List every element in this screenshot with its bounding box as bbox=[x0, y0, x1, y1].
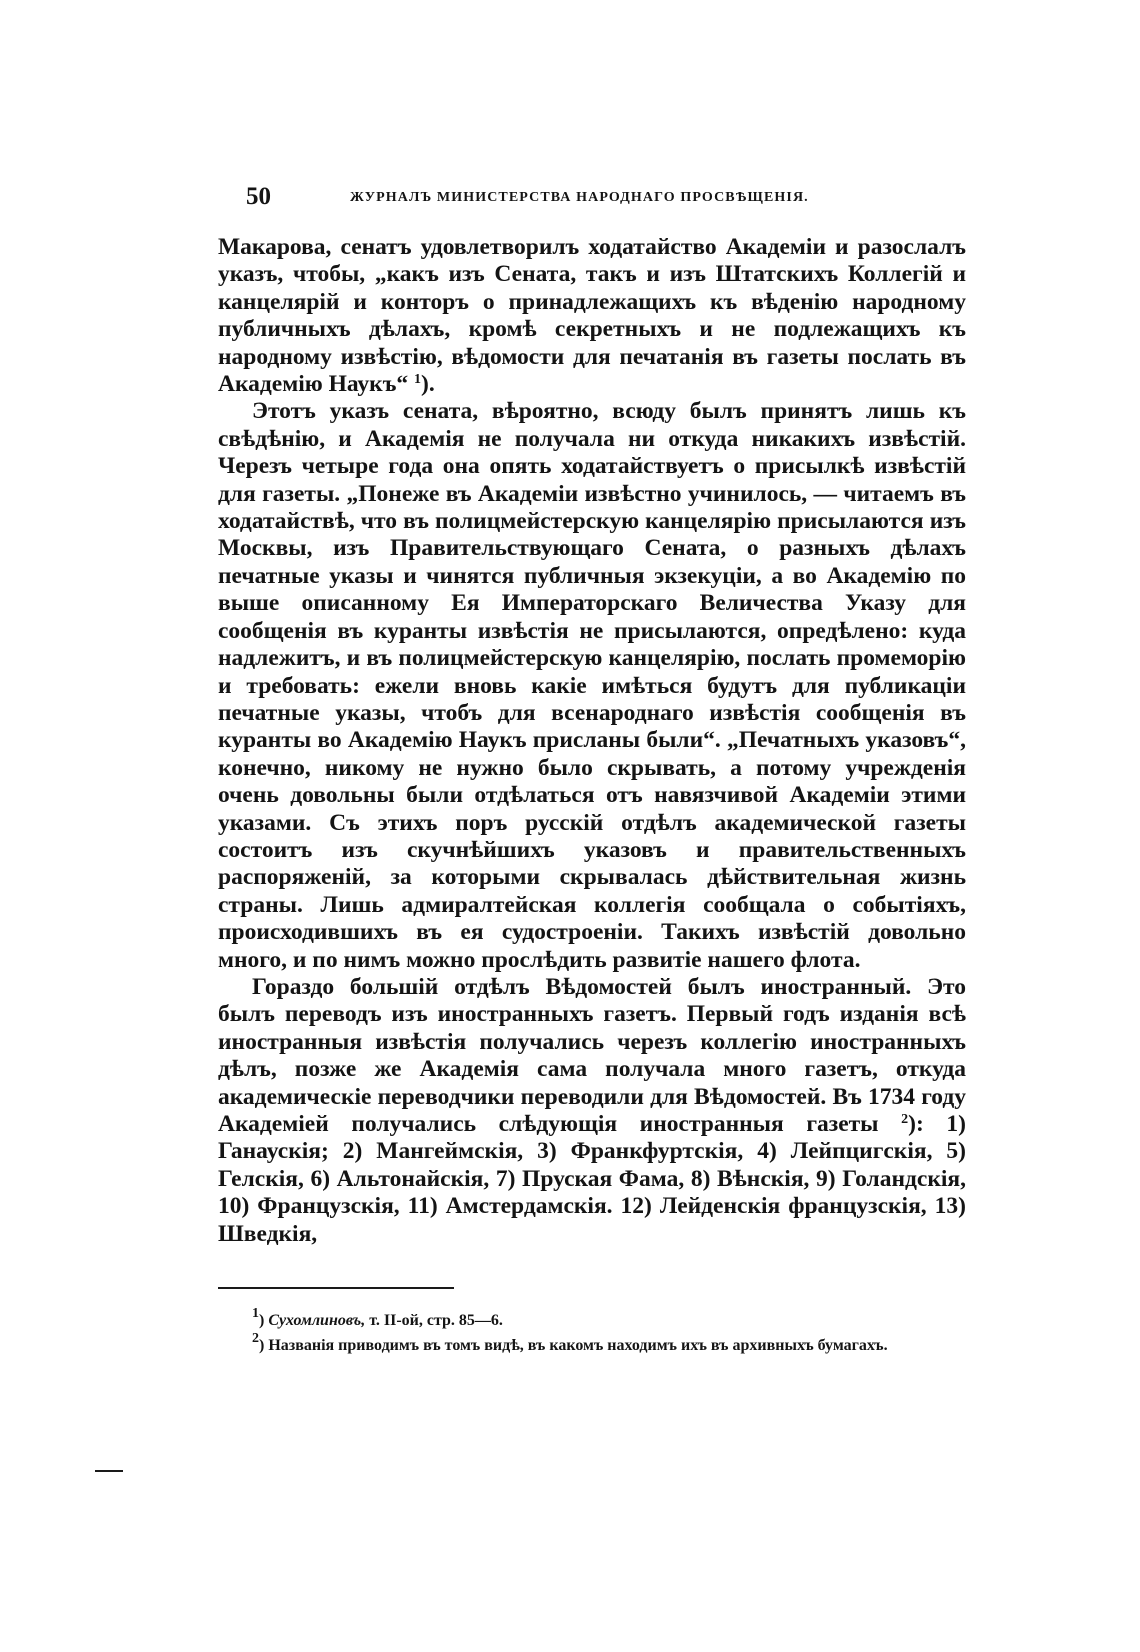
page-number: 50 bbox=[246, 183, 271, 210]
paragraph-text: Макарова, сенатъ удовлетворилъ ходатайство Академіи и разослалъ указъ, чтобы, „какъ изъ Сената, такъ и изъ Штатскихъ Коллегій и канцелярій и конторъ о принадлежащихъ къ вѣденію народному публичныхъ дѣлахъ, кромѣ секретныхъ и не подлежащихъ къ народному извѣстію, вѣдомости для печатанія въ газеты послать въ Академію Наукъ“ bbox=[218, 234, 966, 398]
paragraph-text: ): 1) Ганаускія; 2) Мангеймскія, 3) Франкфуртскія, 4) Лейпцигскія, 5) Гелскія, 6) Альтонайскія, 7) Пруская Фама, 8) Вѣнскія, 9) Голандскія, 10) Французскія, 11) Амстердамскія. 12) Лейденскія французскія, 13) Шведкія, bbox=[218, 1111, 966, 1247]
running-title: ЖУРНАЛЪ МИНИСТЕРСТВА НАРОДНАГО ПРОСВѢЩЕНІЯ. bbox=[350, 190, 809, 205]
paragraph-text: Гораздо большій отдѣлъ Вѣдомостей былъ иностранный. Это былъ переводъ изъ иностранныхъ газетъ. Первый годъ изданія всѣ иностранныя извѣстія получались черезъ коллегію иностранныхъ дѣлъ, позже же Академія сама получала много газетъ, откуда академическіе переводчики переводили для Вѣдомостей. Въ 1734 году Академіей получались слѣдующія иностранныя газеты bbox=[218, 973, 966, 1137]
footnote-reference: 1 bbox=[414, 372, 422, 388]
footnote-reference: 2 bbox=[901, 1112, 909, 1127]
margin-mark bbox=[95, 1470, 123, 1472]
footnote: $^1$) Сухомлиновъ, т. II-ой, стр. 85—6. bbox=[252, 1306, 503, 1329]
footnote-text: Названія приводимъ въ томъ видѣ, въ какомъ находимъ ихъ въ архивныхъ бумагахъ. bbox=[264, 1337, 888, 1354]
footnote-divider bbox=[218, 1287, 454, 1289]
footnotes bbox=[218, 1308, 966, 1358]
footnote: $^2$) Названія приводимъ въ томъ видѣ, въ какомъ находимъ ихъ въ архивныхъ бумагахъ. bbox=[252, 1331, 888, 1354]
footnote-mark: 2 bbox=[252, 1331, 259, 1346]
footnote-mark: 1 bbox=[252, 1306, 259, 1321]
paragraph bbox=[218, 974, 966, 1248]
paragraph-text: ). bbox=[421, 371, 435, 398]
main-text bbox=[218, 234, 966, 1248]
paragraph bbox=[218, 234, 966, 398]
paragraph: Этотъ указъ сената, вѣроятно, всюду былъ принятъ лишь къ свѣдѣнію, и Академія не получала ни откуда никакихъ извѣстій. Черезъ четыре года она опять ходатайствуетъ о присылкѣ извѣстій для газеты. „Понеже въ Академіи извѣстно учинилось, — читаемъ въ ходатайствѣ, что въ полицмейстерскую канцелярію присылаются изъ Москвы, изъ Правительствующаго Сената, о разныхъ дѣлахъ печатные указы и чинятся публичныя экзекуціи, а во Академію по выше описанному Ея Императорскаго Величества Указу для сообщенія въ куранты извѣстія не присылаются, опредѣлено: куда надлежитъ, и въ полицмейстерскую канцелярію, послать промеморію и требовать: ежели вновь какіе имѣться будутъ для публикаціи печатные указы, чтобъ для всенароднаго извѣстія сообщенія въ куранты во Академію Наукъ присланы были“. „Печатныхъ указовъ“, конечно, никому не нужно было скрывать, а потому учрежденія очень довольны были отдѣлаться отъ навязчивой Академіи этими указами. Съ этихъ поръ русскій отдѣлъ академической газеты состоитъ изъ скучнѣйшихъ указовъ и правительственныхъ распоряженій, за которыми скрывалась дѣйствительная жизнь страны. Лишь адмиралтейская коллегія сообщала о событіяхъ, происходившихъ въ ея судостроеніи. Такихъ извѣстій довольно много, и по нимъ можно прослѣдить развитіе нашего флота. bbox=[218, 398, 966, 973]
page-header bbox=[246, 180, 968, 214]
footnote-text: т. II-ой, стр. 85—6. bbox=[365, 1312, 503, 1329]
footnote-author: Сухомлиновъ, bbox=[268, 1312, 366, 1329]
